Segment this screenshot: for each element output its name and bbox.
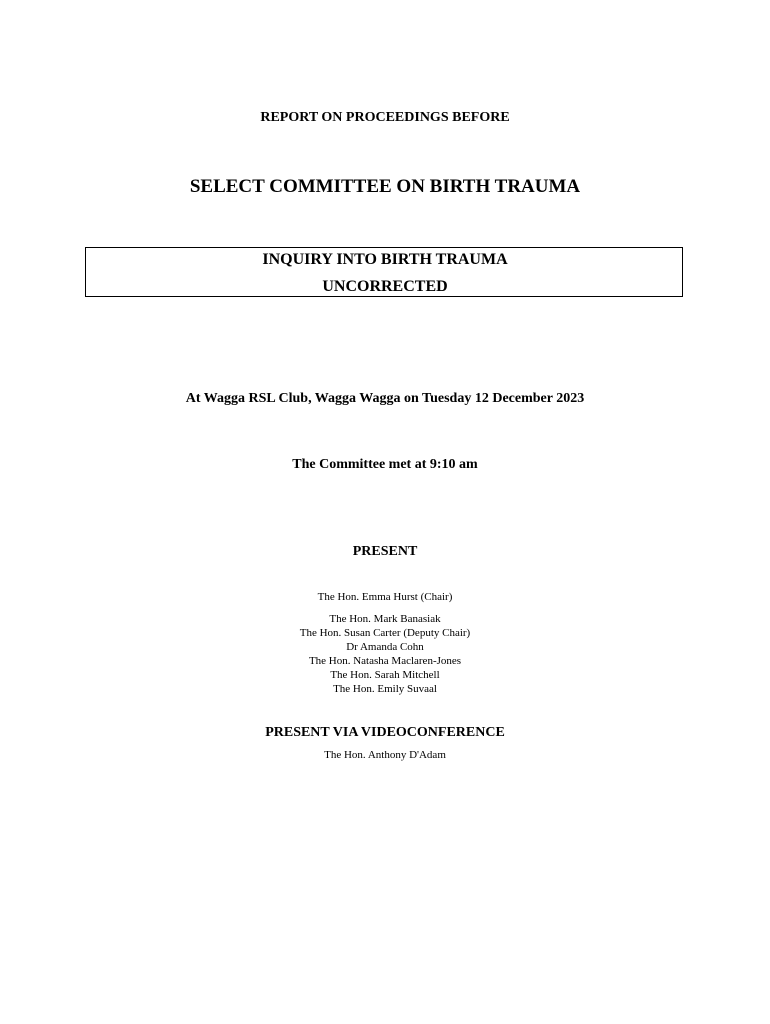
member-item: The Hon. Susan Carter (Deputy Chair) bbox=[299, 627, 471, 639]
member-item: The Hon. Mark Banasiak bbox=[329, 613, 441, 625]
committee-title: SELECT COMMITTEE ON BIRTH TRAUMA bbox=[189, 176, 581, 197]
members-list bbox=[0, 612, 770, 696]
report-heading: REPORT ON PROCEEDINGS BEFORE bbox=[260, 110, 510, 125]
videoconference-member: The Hon. Anthony D'Adam bbox=[324, 749, 446, 761]
videoconference-heading: PRESENT VIA VIDEOCONFERENCE bbox=[265, 725, 505, 740]
chair-member: The Hon. Emma Hurst (Chair) bbox=[317, 591, 453, 603]
member-item: The Hon. Emily Suvaal bbox=[333, 683, 437, 695]
uncorrected-label: UNCORRECTED bbox=[322, 278, 448, 295]
meeting-time: The Committee met at 9:10 am bbox=[292, 457, 478, 472]
member-item: Dr Amanda Cohn bbox=[346, 641, 424, 653]
member-item: The Hon. Sarah Mitchell bbox=[330, 669, 440, 681]
member-item: The Hon. Natasha Maclaren-Jones bbox=[308, 655, 462, 667]
inquiry-title: INQUIRY INTO BIRTH TRAUMA bbox=[262, 251, 508, 268]
venue-line: At Wagga RSL Club, Wagga Wagga on Tuesday 12 December 2023 bbox=[185, 391, 585, 406]
present-heading: PRESENT bbox=[352, 544, 418, 559]
